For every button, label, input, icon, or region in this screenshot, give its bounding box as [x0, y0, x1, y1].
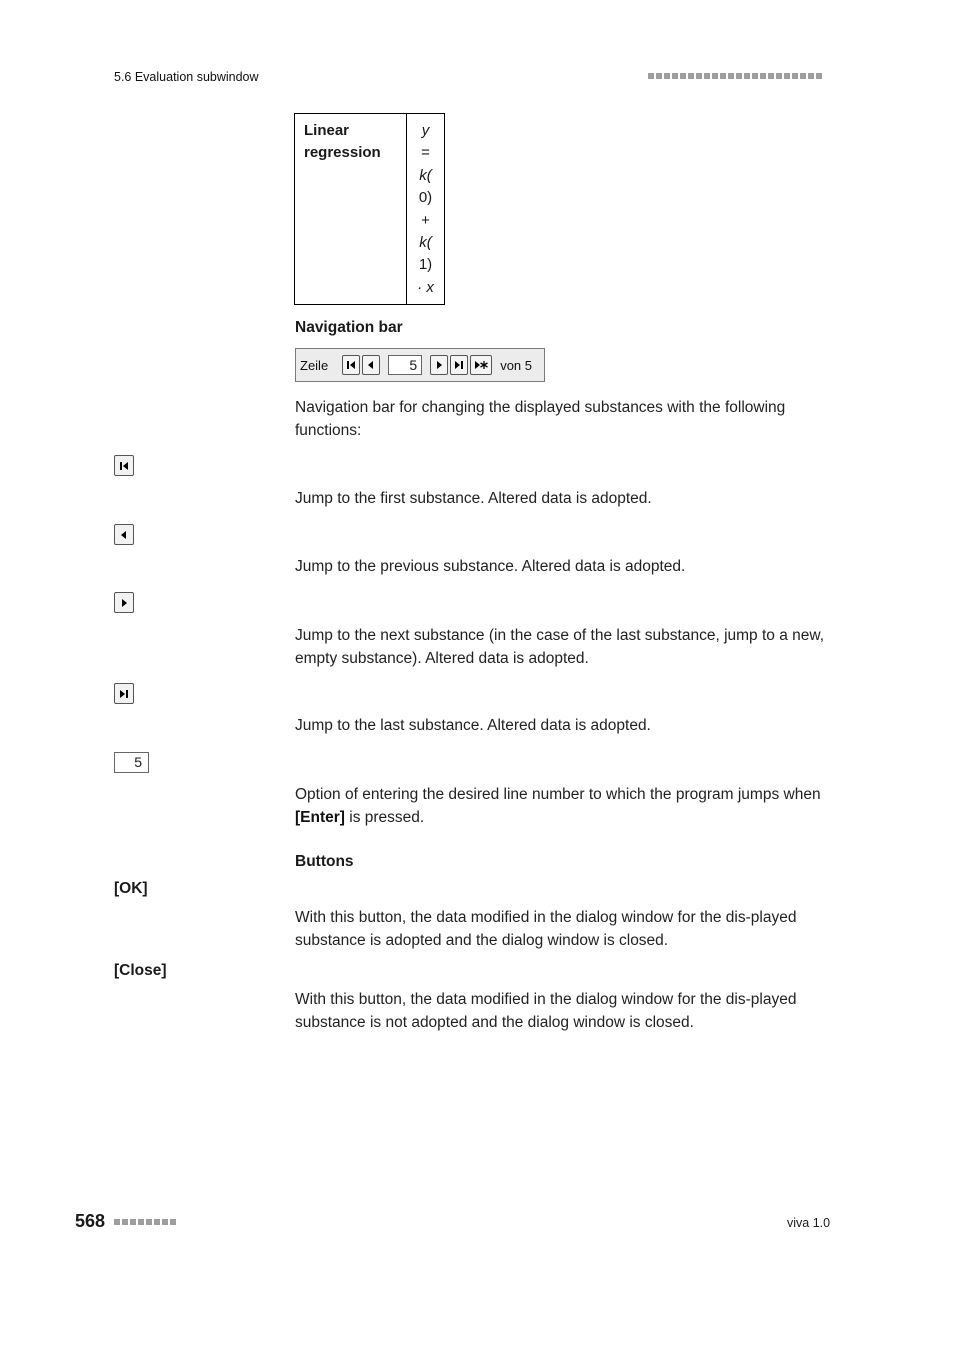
record-number-input-sample: 5	[114, 752, 149, 773]
enter-key-label: [Enter]	[295, 809, 345, 826]
running-header: 5.6 Evaluation subwindow	[114, 70, 259, 84]
formula-line: y	[421, 122, 430, 139]
formula-line: k(	[419, 166, 432, 184]
last-record-icon	[119, 689, 129, 699]
row-label: Zeile	[300, 357, 329, 373]
previous-record-icon-sample	[114, 524, 134, 545]
last-record-icon	[454, 360, 464, 370]
previous-record-button[interactable]	[362, 355, 380, 375]
record-number-description	[295, 783, 825, 829]
close-button-label: [Close]	[114, 962, 167, 979]
formula-table	[294, 113, 445, 305]
new-record-icon	[474, 360, 488, 370]
formula-line: 1)	[418, 256, 433, 274]
next-record-button[interactable]	[430, 355, 448, 375]
new-record-button[interactable]	[470, 355, 492, 375]
next-record-description: Jump to the next substance (in the case of the last substance, jump to a new, empty substance). Altered data is adopted.	[295, 627, 825, 667]
footer-decoration	[114, 1219, 176, 1225]
page-number: 568	[75, 1211, 106, 1231]
description-text: is pressed.	[344, 809, 425, 826]
buttons-heading: Buttons	[295, 853, 354, 870]
formula-line: k(	[419, 234, 432, 252]
formula-line: 0)	[418, 189, 433, 207]
record-count-label: von 5	[500, 357, 532, 373]
first-record-button[interactable]	[342, 355, 360, 375]
formula-line: +	[421, 211, 430, 229]
formula-name: Linear regression	[295, 114, 407, 304]
next-record-icon	[119, 598, 129, 608]
last-record-description: Jump to the last substance. Altered data is adopted.	[295, 717, 651, 734]
description-text: Option of entering the desired line number to which the program jumps when	[295, 786, 821, 803]
first-record-icon	[119, 461, 129, 471]
previous-record-icon	[366, 360, 376, 370]
product-version: viva 1.0	[787, 1216, 831, 1230]
next-record-icon-sample	[114, 592, 134, 613]
next-record-icon	[434, 360, 444, 370]
previous-record-icon	[119, 530, 129, 540]
formula-line: · x	[417, 278, 434, 296]
record-number-input[interactable]: 5	[388, 355, 422, 375]
last-record-button[interactable]	[450, 355, 468, 375]
first-record-icon-sample	[114, 455, 134, 476]
first-record-description: Jump to the first substance. Altered data is adopted.	[295, 490, 652, 507]
last-record-icon-sample	[114, 683, 134, 704]
ok-button-description: With this button, the data modified in the dialog window for the dis-played substance is adopted and the dialog window is closed.	[295, 909, 797, 949]
navigation-bar-heading: Navigation bar	[295, 319, 403, 336]
formula-line: =	[421, 144, 430, 162]
navigation-bar	[295, 348, 545, 382]
ok-button-label: [OK]	[114, 880, 148, 897]
previous-record-description: Jump to the previous substance. Altered data is adopted.	[295, 558, 686, 575]
formula-cell	[407, 114, 444, 304]
navigation-description: Navigation bar for changing the displayed substances with the following functions:	[295, 399, 786, 439]
close-button-description: With this button, the data modified in the dialog window for the dis-played substance is not adopted and the dialog window is closed.	[295, 991, 797, 1031]
first-record-icon	[346, 360, 356, 370]
header-decoration	[648, 73, 822, 79]
